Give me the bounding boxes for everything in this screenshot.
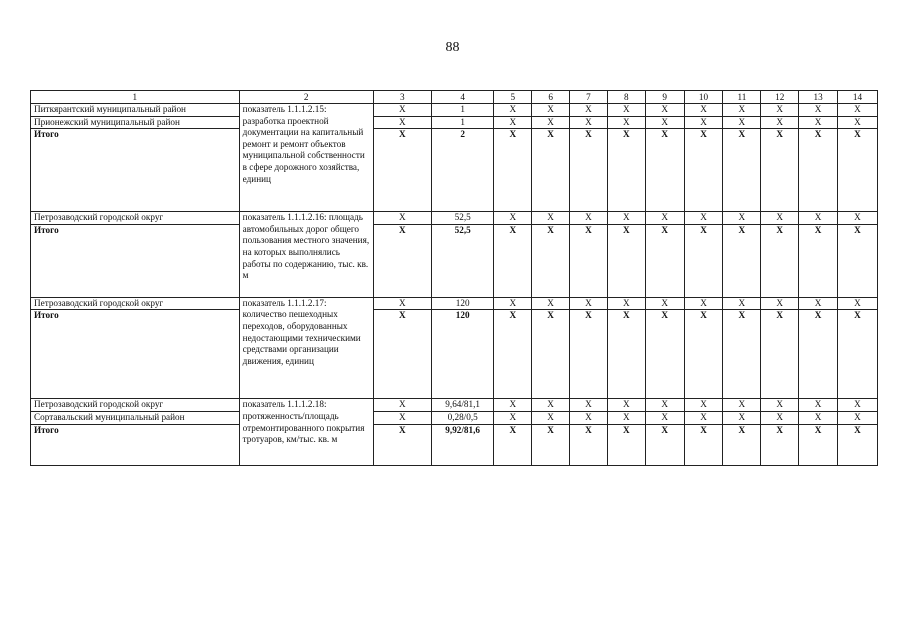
value-cell: X xyxy=(607,310,645,399)
value-cell: X xyxy=(494,116,532,129)
value-cell: X xyxy=(373,424,431,465)
row-name-cell: Питкярантский муниципальный район xyxy=(31,104,240,117)
value-cell: X xyxy=(723,399,761,412)
value-cell: X xyxy=(570,116,608,129)
value-cell: X xyxy=(645,212,684,225)
value-cell: X xyxy=(761,212,799,225)
value-cell: X xyxy=(838,224,878,297)
value-cell: X xyxy=(723,297,761,310)
value-cell: 9,92/81,6 xyxy=(431,424,493,465)
table-body xyxy=(31,91,878,466)
value-cell: X xyxy=(761,399,799,412)
header-cell: 13 xyxy=(799,91,838,104)
total-row xyxy=(31,129,878,212)
value-cell: 2 xyxy=(431,129,493,212)
value-cell: X xyxy=(645,129,684,212)
value-cell: X xyxy=(684,297,723,310)
value-cell: X xyxy=(761,129,799,212)
value-cell: X xyxy=(570,224,608,297)
value-cell: X xyxy=(645,310,684,399)
value-cell: X xyxy=(761,297,799,310)
value-cell: X xyxy=(494,297,532,310)
value-cell: 52,5 xyxy=(431,224,493,297)
table-row xyxy=(31,411,878,424)
value-cell: X xyxy=(607,399,645,412)
value-cell: X xyxy=(570,424,608,465)
header-cell: 10 xyxy=(684,91,723,104)
value-cell: X xyxy=(723,116,761,129)
value-cell: X xyxy=(645,399,684,412)
value-cell: X xyxy=(684,104,723,117)
header-cell: 14 xyxy=(838,91,878,104)
value-cell: X xyxy=(799,310,838,399)
value-cell: X xyxy=(494,129,532,212)
value-cell: X xyxy=(532,212,570,225)
table-row xyxy=(31,212,878,225)
value-cell: X xyxy=(838,129,878,212)
value-cell: X xyxy=(799,411,838,424)
value-cell: X xyxy=(570,297,608,310)
value-cell: X xyxy=(838,297,878,310)
value-cell: X xyxy=(799,116,838,129)
value-cell: X xyxy=(570,310,608,399)
value-cell: X xyxy=(494,310,532,399)
value-cell: 120 xyxy=(431,297,493,310)
value-cell: X xyxy=(838,212,878,225)
row-name-cell: Итого xyxy=(31,310,240,399)
value-cell: X xyxy=(570,129,608,212)
data-table xyxy=(30,90,878,466)
header-cell: 8 xyxy=(607,91,645,104)
value-cell: X xyxy=(570,104,608,117)
value-cell: X xyxy=(723,224,761,297)
value-cell: X xyxy=(494,411,532,424)
value-cell: X xyxy=(532,129,570,212)
value-cell: X xyxy=(570,411,608,424)
value-cell: X xyxy=(723,424,761,465)
value-cell: X xyxy=(532,104,570,117)
value-cell: X xyxy=(684,224,723,297)
row-name-cell: Сортавальский муниципальный район xyxy=(31,411,240,424)
value-cell: X xyxy=(570,212,608,225)
value-cell: X xyxy=(838,424,878,465)
value-cell: X xyxy=(607,424,645,465)
value-cell: X xyxy=(723,129,761,212)
value-cell: X xyxy=(799,399,838,412)
value-cell: X xyxy=(799,224,838,297)
value-cell: X xyxy=(373,116,431,129)
value-cell: X xyxy=(607,104,645,117)
value-cell: X xyxy=(723,411,761,424)
value-cell: X xyxy=(373,104,431,117)
value-cell: X xyxy=(494,224,532,297)
value-cell: X xyxy=(799,424,838,465)
value-cell: X xyxy=(799,212,838,225)
value-cell: X xyxy=(532,224,570,297)
value-cell: X xyxy=(723,104,761,117)
value-cell: X xyxy=(838,116,878,129)
header-cell: 11 xyxy=(723,91,761,104)
value-cell: X xyxy=(684,399,723,412)
table-row xyxy=(31,104,878,117)
value-cell: X xyxy=(838,310,878,399)
value-cell: X xyxy=(532,116,570,129)
value-cell: X xyxy=(373,129,431,212)
header-row xyxy=(31,91,878,104)
value-cell: X xyxy=(373,297,431,310)
value-cell: X xyxy=(494,104,532,117)
value-cell: X xyxy=(373,212,431,225)
value-cell: X xyxy=(645,297,684,310)
value-cell: X xyxy=(761,411,799,424)
header-cell: 6 xyxy=(532,91,570,104)
value-cell: X xyxy=(684,310,723,399)
header-cell: 4 xyxy=(431,91,493,104)
value-cell: X xyxy=(532,297,570,310)
value-cell: X xyxy=(684,212,723,225)
value-cell: X xyxy=(838,104,878,117)
total-row xyxy=(31,224,878,297)
value-cell: X xyxy=(607,411,645,424)
value-cell: X xyxy=(799,297,838,310)
value-cell: X xyxy=(838,411,878,424)
value-cell: X xyxy=(761,310,799,399)
header-cell: 7 xyxy=(570,91,608,104)
row-name-cell: Петрозаводский городской округ xyxy=(31,297,240,310)
value-cell: X xyxy=(494,399,532,412)
value-cell: X xyxy=(723,212,761,225)
value-cell: 9,64/81,1 xyxy=(431,399,493,412)
indicator-cell: показатель 1.1.1.2.17: количество пешеходных переходов, оборудованных недостающими техническими средствами организации движения, единиц xyxy=(239,297,373,399)
value-cell: X xyxy=(838,399,878,412)
value-cell: X xyxy=(373,411,431,424)
row-name-cell: Итого xyxy=(31,129,240,212)
value-cell: 120 xyxy=(431,310,493,399)
value-cell: X xyxy=(761,104,799,117)
row-name-cell: Петрозаводский городской округ xyxy=(31,212,240,225)
total-row xyxy=(31,310,878,399)
table-row xyxy=(31,116,878,129)
value-cell: X xyxy=(494,424,532,465)
value-cell: 52,5 xyxy=(431,212,493,225)
page-number: 88 xyxy=(445,40,460,55)
value-cell: X xyxy=(799,104,838,117)
value-cell: X xyxy=(645,116,684,129)
value-cell: X xyxy=(645,224,684,297)
table-row xyxy=(31,297,878,310)
value-cell: X xyxy=(684,411,723,424)
value-cell: X xyxy=(373,310,431,399)
value-cell: X xyxy=(532,411,570,424)
row-name-cell: Петрозаводский городской округ xyxy=(31,399,240,412)
value-cell: X xyxy=(373,399,431,412)
value-cell: X xyxy=(761,116,799,129)
value-cell: 1 xyxy=(431,104,493,117)
value-cell: X xyxy=(607,297,645,310)
value-cell: 0,28/0,5 xyxy=(431,411,493,424)
value-cell: X xyxy=(607,129,645,212)
indicator-cell: показатель 1.1.1.2.15: разработка проектной документации на капитальный ремонт и ремонт объектов муниципальной собственности в сфере дорожного хозяйства, единиц xyxy=(239,104,373,212)
value-cell: X xyxy=(373,224,431,297)
header-cell: 3 xyxy=(373,91,431,104)
value-cell: X xyxy=(494,212,532,225)
row-name-cell: Прионежский муниципальный район xyxy=(31,116,240,129)
header-cell: 9 xyxy=(645,91,684,104)
indicator-cell: показатель 1.1.1.2.18: протяженность/площадь отремонтированного покрытия тротуаров, км/тыс. кв. м xyxy=(239,399,373,465)
value-cell: X xyxy=(761,224,799,297)
row-name-cell: Итого xyxy=(31,224,240,297)
header-cell: 12 xyxy=(761,91,799,104)
value-cell: X xyxy=(607,116,645,129)
header-cell: 1 xyxy=(31,91,240,104)
table-row xyxy=(31,399,878,412)
value-cell: X xyxy=(761,424,799,465)
value-cell: X xyxy=(645,424,684,465)
value-cell: 1 xyxy=(431,116,493,129)
value-cell: X xyxy=(532,310,570,399)
header-cell: 2 xyxy=(239,91,373,104)
value-cell: X xyxy=(684,424,723,465)
row-name-cell: Итого xyxy=(31,424,240,465)
header-cell: 5 xyxy=(494,91,532,104)
value-cell: X xyxy=(532,424,570,465)
value-cell: X xyxy=(799,129,838,212)
value-cell: X xyxy=(607,212,645,225)
total-row xyxy=(31,424,878,465)
value-cell: X xyxy=(570,399,608,412)
indicator-cell: показатель 1.1.1.2.16: площадь автомобильных дорог общего пользования местного значения, на которых выполнялись работы по содержанию, тыс. кв. м xyxy=(239,212,373,298)
value-cell: X xyxy=(607,224,645,297)
value-cell: X xyxy=(684,116,723,129)
value-cell: X xyxy=(645,411,684,424)
value-cell: X xyxy=(532,399,570,412)
value-cell: X xyxy=(723,310,761,399)
value-cell: X xyxy=(684,129,723,212)
value-cell: X xyxy=(645,104,684,117)
